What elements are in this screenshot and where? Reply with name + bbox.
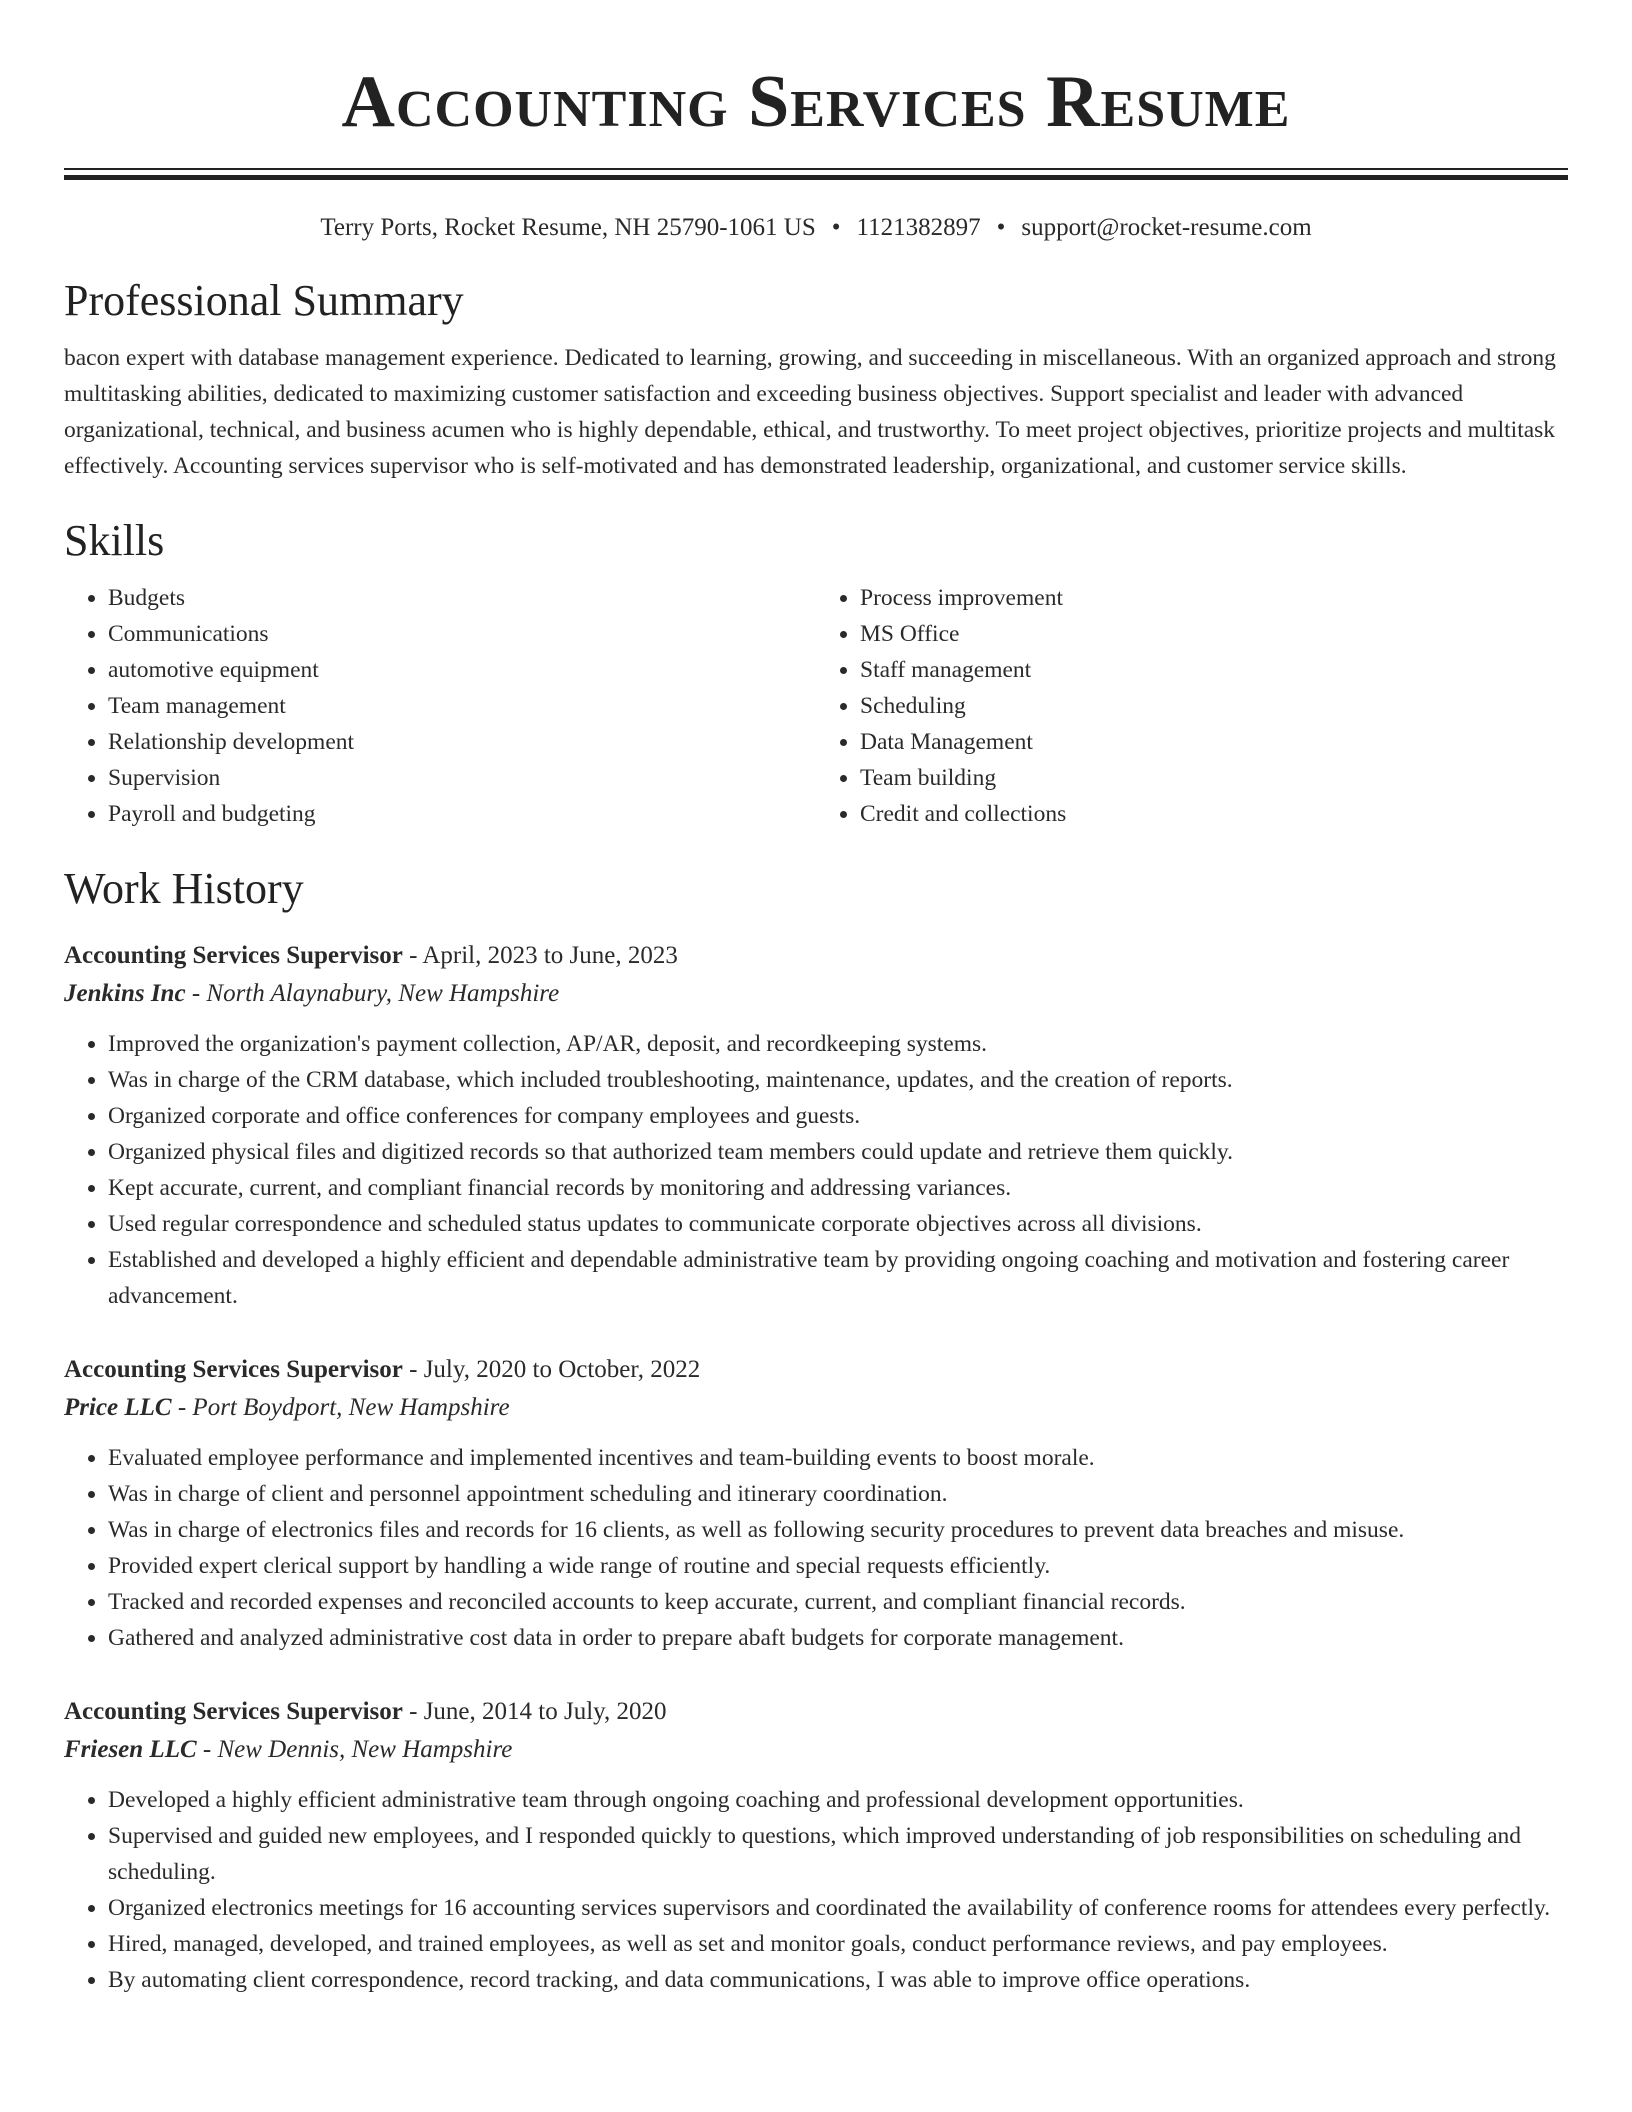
contact-separator: • xyxy=(996,214,1006,241)
job-duty-item: • Used regular correspondence and scheduled status updates to communicate corporate objectives across all divisions. xyxy=(108,1206,1568,1242)
job-company: Jenkins Inc xyxy=(64,980,186,1007)
skills-heading: Skills xyxy=(64,516,165,565)
summary-heading: Professional Summary xyxy=(64,276,464,325)
skill-item: • Process improvement xyxy=(860,580,1568,616)
skills-column-right xyxy=(816,580,1568,832)
job-title-line xyxy=(64,1352,1568,1388)
job-company-line xyxy=(64,1388,1568,1428)
title-divider-thin xyxy=(64,168,1568,170)
job-location: - Port Boydport, New Hampshire xyxy=(171,1394,510,1421)
job-company: Price LLC xyxy=(64,1394,172,1421)
job-entry xyxy=(64,1352,1568,1656)
job-title-line xyxy=(64,1694,1568,1730)
job-duty-item: • Evaluated employee performance and implemented incentives and team-building events to boost morale. xyxy=(108,1440,1568,1476)
job-location: - North Alaynabury, New Hampshire xyxy=(185,980,560,1007)
skill-item: • automotive equipment xyxy=(108,652,816,688)
job-duty-item: • Gathered and analyzed administrative cost data in order to prepare abaft budgets for corporate management. xyxy=(108,1620,1568,1656)
job-duty-item: • Was in charge of client and personnel appointment scheduling and itinerary coordination. xyxy=(108,1476,1568,1512)
job-duty-item: • Organized corporate and office conferences for company employees and guests. xyxy=(108,1098,1568,1134)
job-dates: - July, 2020 to October, 2022 xyxy=(402,1356,701,1383)
contact-email: support@rocket-resume.com xyxy=(1021,214,1312,241)
job-duty-item: • Was in charge of electronics files and records for 16 clients, as well as following security procedures to prevent data breaches and misuse. xyxy=(108,1512,1568,1548)
job-duties xyxy=(64,1782,1568,1998)
job-duty-item: • Organized electronics meetings for 16 accounting services supervisors and coordinated the availability of conference rooms for attendees every perfectly. xyxy=(108,1890,1568,1926)
job-entry xyxy=(64,1694,1568,1998)
skill-item: • Data Management xyxy=(860,724,1568,760)
job-duties xyxy=(64,1026,1568,1314)
job-location: - New Dennis, New Hampshire xyxy=(196,1736,513,1763)
job-duty-item: • Supervised and guided new employees, and I responded quickly to questions, which improved understanding of job responsibilities on scheduling and scheduling. xyxy=(108,1818,1568,1890)
skill-item: • Budgets xyxy=(108,580,816,616)
skill-item: • Supervision xyxy=(108,760,816,796)
skills-list xyxy=(64,580,1568,832)
job-duties xyxy=(64,1440,1568,1656)
skill-item: • Relationship development xyxy=(108,724,816,760)
resume-title: Accounting Services Resume xyxy=(341,61,1291,143)
job-company-line xyxy=(64,1730,1568,1770)
contact-separator: • xyxy=(831,214,841,241)
contact-line xyxy=(64,212,1568,244)
title-divider-thick xyxy=(64,175,1568,180)
skill-item: • Team management xyxy=(108,688,816,724)
job-duty-item: • Tracked and recorded expenses and reconciled accounts to keep accurate, current, and compliant financial records. xyxy=(108,1584,1568,1620)
job-duty-item: • Was in charge of the CRM database, which included troubleshooting, maintenance, updates, and the creation of reports. xyxy=(108,1062,1568,1098)
job-duty-item: • Developed a highly efficient administrative team through ongoing coaching and professional development opportunities. xyxy=(108,1782,1568,1818)
job-title: Accounting Services Supervisor xyxy=(64,1698,403,1725)
skills-column-left xyxy=(64,580,816,832)
skill-item: • Team building xyxy=(860,760,1568,796)
skill-item: • MS Office xyxy=(860,616,1568,652)
job-title-line xyxy=(64,938,1568,974)
skill-item: • Scheduling xyxy=(860,688,1568,724)
job-entry xyxy=(64,938,1568,1314)
contact-address: Terry Ports, Rocket Resume, NH 25790-1061 US xyxy=(320,214,816,241)
job-company-line xyxy=(64,974,1568,1014)
skill-item: • Payroll and budgeting xyxy=(108,796,816,832)
job-dates: - April, 2023 to June, 2023 xyxy=(402,942,678,969)
job-dates: - June, 2014 to July, 2020 xyxy=(402,1698,667,1725)
job-duty-item: • Kept accurate, current, and compliant financial records by monitoring and addressing variances. xyxy=(108,1170,1568,1206)
work-history-heading: Work History xyxy=(64,864,304,913)
job-duty-item: • Hired, managed, developed, and trained employees, as well as set and monitor goals, conduct performance reviews, and pay employees. xyxy=(108,1926,1568,1962)
job-title: Accounting Services Supervisor xyxy=(64,1356,403,1383)
skill-item: • Staff management xyxy=(860,652,1568,688)
contact-phone: 1121382897 xyxy=(856,214,981,241)
job-duty-item: • Provided expert clerical support by handling a wide range of routine and special requests efficiently. xyxy=(108,1548,1568,1584)
job-duty-item: • Improved the organization's payment collection, AP/AR, deposit, and recordkeeping systems. xyxy=(108,1026,1568,1062)
job-company: Friesen LLC xyxy=(64,1736,197,1763)
job-duty-item: • By automating client correspondence, record tracking, and data communications, I was able to improve office operations. xyxy=(108,1962,1568,1998)
skill-item: • Communications xyxy=(108,616,816,652)
summary-text: bacon expert with database management experience. Dedicated to learning, growing, and succeeding in miscellaneous. With an organized approach and strong multitasking abilities, dedicated to maximizing customer satisfaction and exceeding business objectives. Support specialist and leader with advanced organizational, technical, and business acumen who is highly dependable, ethical, and trustworthy. To meet project objectives, prioritize projects and multitask effectively. Accounting services supervisor who is self-motivated and has demonstrated leadership, organizational, and customer service skills. xyxy=(64,345,1556,479)
job-duty-item: • Organized physical files and digitized records so that authorized team members could update and retrieve them quickly. xyxy=(108,1134,1568,1170)
job-duty-item: • Established and developed a highly efficient and dependable administrative team by providing ongoing coaching and motivation and fostering career advancement. xyxy=(108,1242,1568,1314)
job-title: Accounting Services Supervisor xyxy=(64,942,403,969)
skill-item: • Credit and collections xyxy=(860,796,1568,832)
